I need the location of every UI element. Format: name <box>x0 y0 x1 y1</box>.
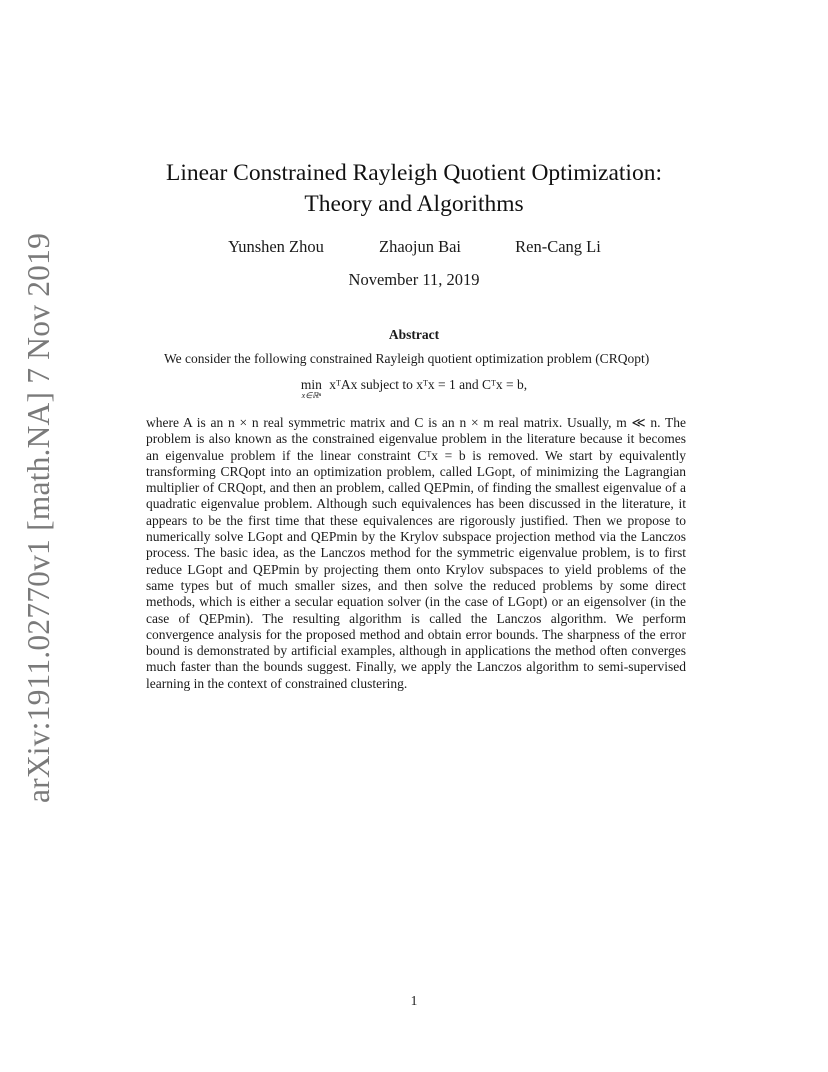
publication-date: November 11, 2019 <box>348 270 480 289</box>
display-equation <box>0 377 828 400</box>
page-number: 1 <box>410 993 418 1008</box>
equation-operator-group <box>301 377 322 400</box>
title-line-2: Theory and Algorithms <box>304 191 524 217</box>
arxiv-side-stamp <box>14 232 64 804</box>
author-list <box>0 237 828 259</box>
author-name: Ren-Cang Li <box>515 237 601 256</box>
abstract-body: where A is an n × n real symmetric matrix and C is an n × m real matrix. Usually, m ≪ n. The problem is also known as the constrained eigenvalue problem in the literature because it becomes an eigenvalue problem if the linear constraint Cᵀx = b is removed. We start by equivalently transforming CRQopt into an optimization problem, called LGopt, of minimizing the Lagrangian multiplier of CRQopt, and then an problem, called QEPmin, of finding the smallest eigenvalue of a quadratic eigenvalue problem. Although such equivalences has been discussed in the literature, it appears to be the first time that these equivalences are rigorously justified. Then we propose to numerically solve LGopt and QEPmin by the Krylov subspace projection method via the Lanczos process. The basic idea, as the Lanczos method for the symmetric eigenvalue problem, is to first reduce LGopt and QEPmin by projecting them onto Krylov subspaces to yield problems of the same types but of much smaller sizes, and then solve the reduced problems by some direct methods, which is either a secular equation solver (in the case of LGopt) or an eigensolver (in the case of QEPmin). The resulting algorithm is called the Lanczos algorithm. We perform convergence analysis for the proposed method and obtain error bounds. The sharpness of the error bound is demonstrated by artificial examples, although in applications the method often converges much faster than the bounds suggest. Finally, we apply the Lanczos algorithm to semi-supervised learning in the context of constrained clustering. <box>146 415 686 691</box>
equation-subscript: x∈ℝⁿ <box>301 391 322 400</box>
author-name: Yunshen Zhou <box>228 237 324 256</box>
arxiv-identifier: arXiv:1911.02770v1 [math.NA] 7 Nov 2019 <box>21 232 57 804</box>
abstract-intro-text: We consider the following constrained Rayleigh quotient optimization problem (CRQopt) <box>164 351 650 366</box>
abstract-heading: Abstract <box>388 327 440 342</box>
equation-expression: xᵀAx subject to xᵀx = 1 and Cᵀx = b, <box>329 377 528 392</box>
paper-title <box>0 158 828 220</box>
author-name: Zhaojun Bai <box>378 237 462 256</box>
equation-operator: min <box>300 377 322 392</box>
title-line-1: Linear Constrained Rayleigh Quotient Optimization: <box>165 160 662 186</box>
